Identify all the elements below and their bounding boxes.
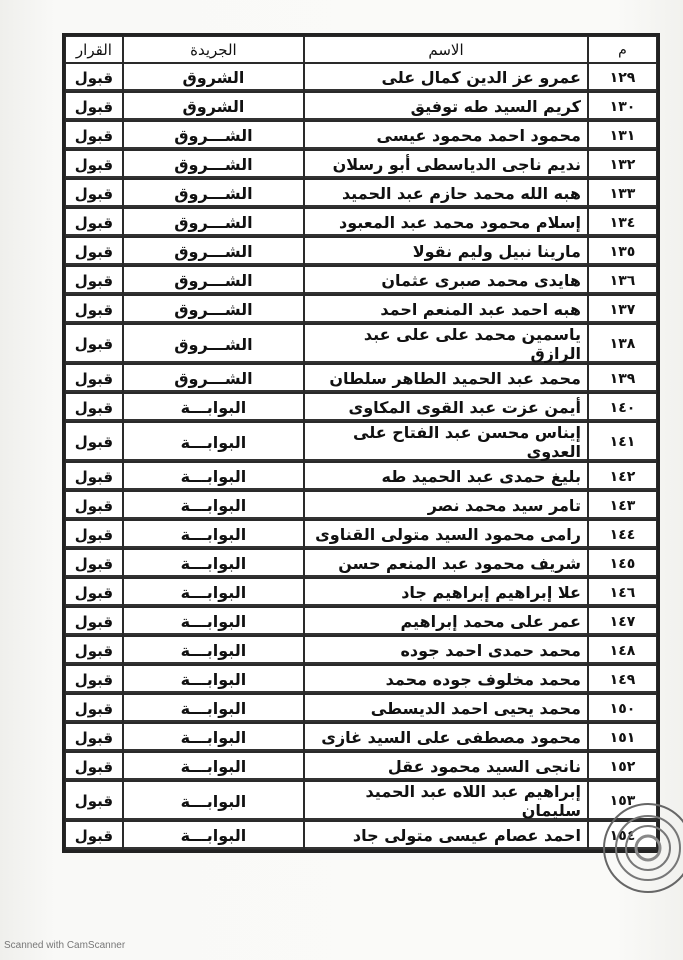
row-number: ١٣٨ <box>588 324 657 364</box>
row-name: كريم السيد طه توفيق <box>304 92 588 121</box>
row-number: ١٣٩ <box>588 364 657 393</box>
row-name: هبه احمد عبد المنعم احمد <box>304 295 588 324</box>
table-row <box>65 324 657 364</box>
header-decision: القرار <box>65 36 123 63</box>
row-name: عمر على محمد إبراهيم <box>304 607 588 636</box>
row-name: محمد حمدى احمد جوده <box>304 636 588 665</box>
row-number: ١٤٣ <box>588 491 657 520</box>
row-newspaper: البوابـــة <box>123 636 304 665</box>
row-newspaper: الشـــروق <box>123 237 304 266</box>
row-newspaper: الشـــروق <box>123 150 304 179</box>
table-row <box>65 393 657 422</box>
row-newspaper: البوابـــة <box>123 462 304 491</box>
camscanner-footer: Scanned with CamScanner <box>4 940 126 951</box>
row-decision: قبول <box>65 520 123 549</box>
row-name: بليغ حمدى عبد الحميد طه <box>304 462 588 491</box>
table-row <box>65 462 657 491</box>
row-newspaper: الشـــروق <box>123 179 304 208</box>
row-newspaper: الشـــروق <box>123 324 304 364</box>
row-decision: قبول <box>65 752 123 781</box>
table-row <box>65 665 657 694</box>
row-number: ١٣٧ <box>588 295 657 324</box>
row-decision: قبول <box>65 636 123 665</box>
row-newspaper: البوابـــة <box>123 422 304 462</box>
row-number: ١٣٢ <box>588 150 657 179</box>
table-row <box>65 121 657 150</box>
row-decision: قبول <box>65 63 123 92</box>
row-name: شريف محمود عبد المنعم حسن <box>304 549 588 578</box>
row-name: هايدى محمد صبرى عثمان <box>304 266 588 295</box>
row-name: تامر سيد محمد نصر <box>304 491 588 520</box>
table-row <box>65 266 657 295</box>
header-newspaper: الجريدة <box>123 36 304 63</box>
row-newspaper: البوابـــة <box>123 520 304 549</box>
table-row <box>65 607 657 636</box>
row-number: ١٥١ <box>588 723 657 752</box>
row-newspaper: البوابـــة <box>123 393 304 422</box>
table-row <box>65 364 657 393</box>
row-decision: قبول <box>65 179 123 208</box>
row-number: ١٤٢ <box>588 462 657 491</box>
table-row <box>65 636 657 665</box>
row-number: ١٤٤ <box>588 520 657 549</box>
syndicate-stamp <box>598 798 683 898</box>
row-decision: قبول <box>65 422 123 462</box>
table-row <box>65 752 657 781</box>
row-name: محمد عبد الحميد الطاهر سلطان <box>304 364 588 393</box>
row-number: ١٥٢ <box>588 752 657 781</box>
row-decision: قبول <box>65 92 123 121</box>
row-name: نانجى السيد محمود عقل <box>304 752 588 781</box>
table-row <box>65 92 657 121</box>
row-number: ١٥٤ <box>588 821 657 850</box>
row-newspaper: البوابـــة <box>123 578 304 607</box>
row-decision: قبول <box>65 462 123 491</box>
row-newspaper: الشـــروق <box>123 266 304 295</box>
table-row <box>65 723 657 752</box>
row-name: مارينا نبيل وليم نقولا <box>304 237 588 266</box>
row-number: ١٤٠ <box>588 393 657 422</box>
row-name: علا إبراهيم إبراهيم جاد <box>304 578 588 607</box>
row-decision: قبول <box>65 723 123 752</box>
row-name: محمود مصطفى على السيد غازى <box>304 723 588 752</box>
row-decision: قبول <box>65 821 123 850</box>
row-number: ١٣١ <box>588 121 657 150</box>
row-newspaper: البوابـــة <box>123 752 304 781</box>
row-number: ١٣٤ <box>588 208 657 237</box>
row-name: احمد عصام عيسى متولى جاد <box>304 821 588 850</box>
row-number: ١٤٨ <box>588 636 657 665</box>
table-row <box>65 179 657 208</box>
row-decision: قبول <box>65 694 123 723</box>
table-row <box>65 63 657 92</box>
table-row <box>65 295 657 324</box>
row-name: عمرو عز الدين كمال على <box>304 63 588 92</box>
candidates-table <box>62 33 660 853</box>
table-row <box>65 150 657 179</box>
row-newspaper: الشـــروق <box>123 364 304 393</box>
row-decision: قبول <box>65 665 123 694</box>
row-number: ١٤٧ <box>588 607 657 636</box>
row-newspaper: الشـــروق <box>123 295 304 324</box>
row-number: ١٤٥ <box>588 549 657 578</box>
table-row <box>65 578 657 607</box>
row-number: ١٥٣ <box>588 781 657 821</box>
row-decision: قبول <box>65 295 123 324</box>
row-decision: قبول <box>65 549 123 578</box>
row-name: إيناس محسن عبد الفتاح على العدوى <box>304 422 588 462</box>
row-number: ١٤٩ <box>588 665 657 694</box>
row-name: محمد مخلوف جوده محمد <box>304 665 588 694</box>
row-decision: قبول <box>65 491 123 520</box>
row-name: محمد يحيى احمد الديسطى <box>304 694 588 723</box>
table-header-row <box>65 36 657 63</box>
row-name: إبراهيم عبد اللاه عبد الحميد سليمان <box>304 781 588 821</box>
table-row <box>65 520 657 549</box>
table-row <box>65 422 657 462</box>
table-row <box>65 821 657 850</box>
table-row <box>65 549 657 578</box>
row-newspaper: الشـــروق <box>123 121 304 150</box>
row-number: ١٢٩ <box>588 63 657 92</box>
row-newspaper: الشروق <box>123 63 304 92</box>
row-newspaper: البوابـــة <box>123 821 304 850</box>
table-row <box>65 781 657 821</box>
row-newspaper: البوابـــة <box>123 723 304 752</box>
row-name: نديم ناجى الدياسطى أبو رسلان <box>304 150 588 179</box>
row-decision: قبول <box>65 781 123 821</box>
row-number: ١٥٠ <box>588 694 657 723</box>
row-decision: قبول <box>65 607 123 636</box>
header-number: م <box>588 36 657 63</box>
row-decision: قبول <box>65 121 123 150</box>
row-newspaper: البوابـــة <box>123 491 304 520</box>
row-decision: قبول <box>65 364 123 393</box>
table-row <box>65 237 657 266</box>
row-number: ١٣٥ <box>588 237 657 266</box>
row-decision: قبول <box>65 150 123 179</box>
row-name: إسلام محمود محمد عبد المعبود <box>304 208 588 237</box>
row-newspaper: الشروق <box>123 92 304 121</box>
row-decision: قبول <box>65 237 123 266</box>
row-newspaper: البوابـــة <box>123 781 304 821</box>
table-row <box>65 208 657 237</box>
row-newspaper: البوابـــة <box>123 665 304 694</box>
row-number: ١٤١ <box>588 422 657 462</box>
row-name: رامى محمود السيد متولى القناوى <box>304 520 588 549</box>
row-newspaper: البوابـــة <box>123 607 304 636</box>
row-name: هبه الله محمد حازم عبد الحميد <box>304 179 588 208</box>
row-number: ١٤٦ <box>588 578 657 607</box>
table-row <box>65 694 657 723</box>
row-newspaper: البوابـــة <box>123 694 304 723</box>
header-name: الاسم <box>304 36 588 63</box>
row-decision: قبول <box>65 393 123 422</box>
row-newspaper: البوابـــة <box>123 549 304 578</box>
row-decision: قبول <box>65 324 123 364</box>
row-number: ١٣٦ <box>588 266 657 295</box>
row-name: أيمن عزت عبد القوى المكاوى <box>304 393 588 422</box>
row-name: محمود احمد محمود عيسى <box>304 121 588 150</box>
row-decision: قبول <box>65 266 123 295</box>
row-newspaper: الشـــروق <box>123 208 304 237</box>
row-decision: قبول <box>65 578 123 607</box>
table-row <box>65 491 657 520</box>
row-name: ياسمين محمد على على عبد الرازق <box>304 324 588 364</box>
row-decision: قبول <box>65 208 123 237</box>
row-number: ١٣٠ <box>588 92 657 121</box>
row-number: ١٣٣ <box>588 179 657 208</box>
